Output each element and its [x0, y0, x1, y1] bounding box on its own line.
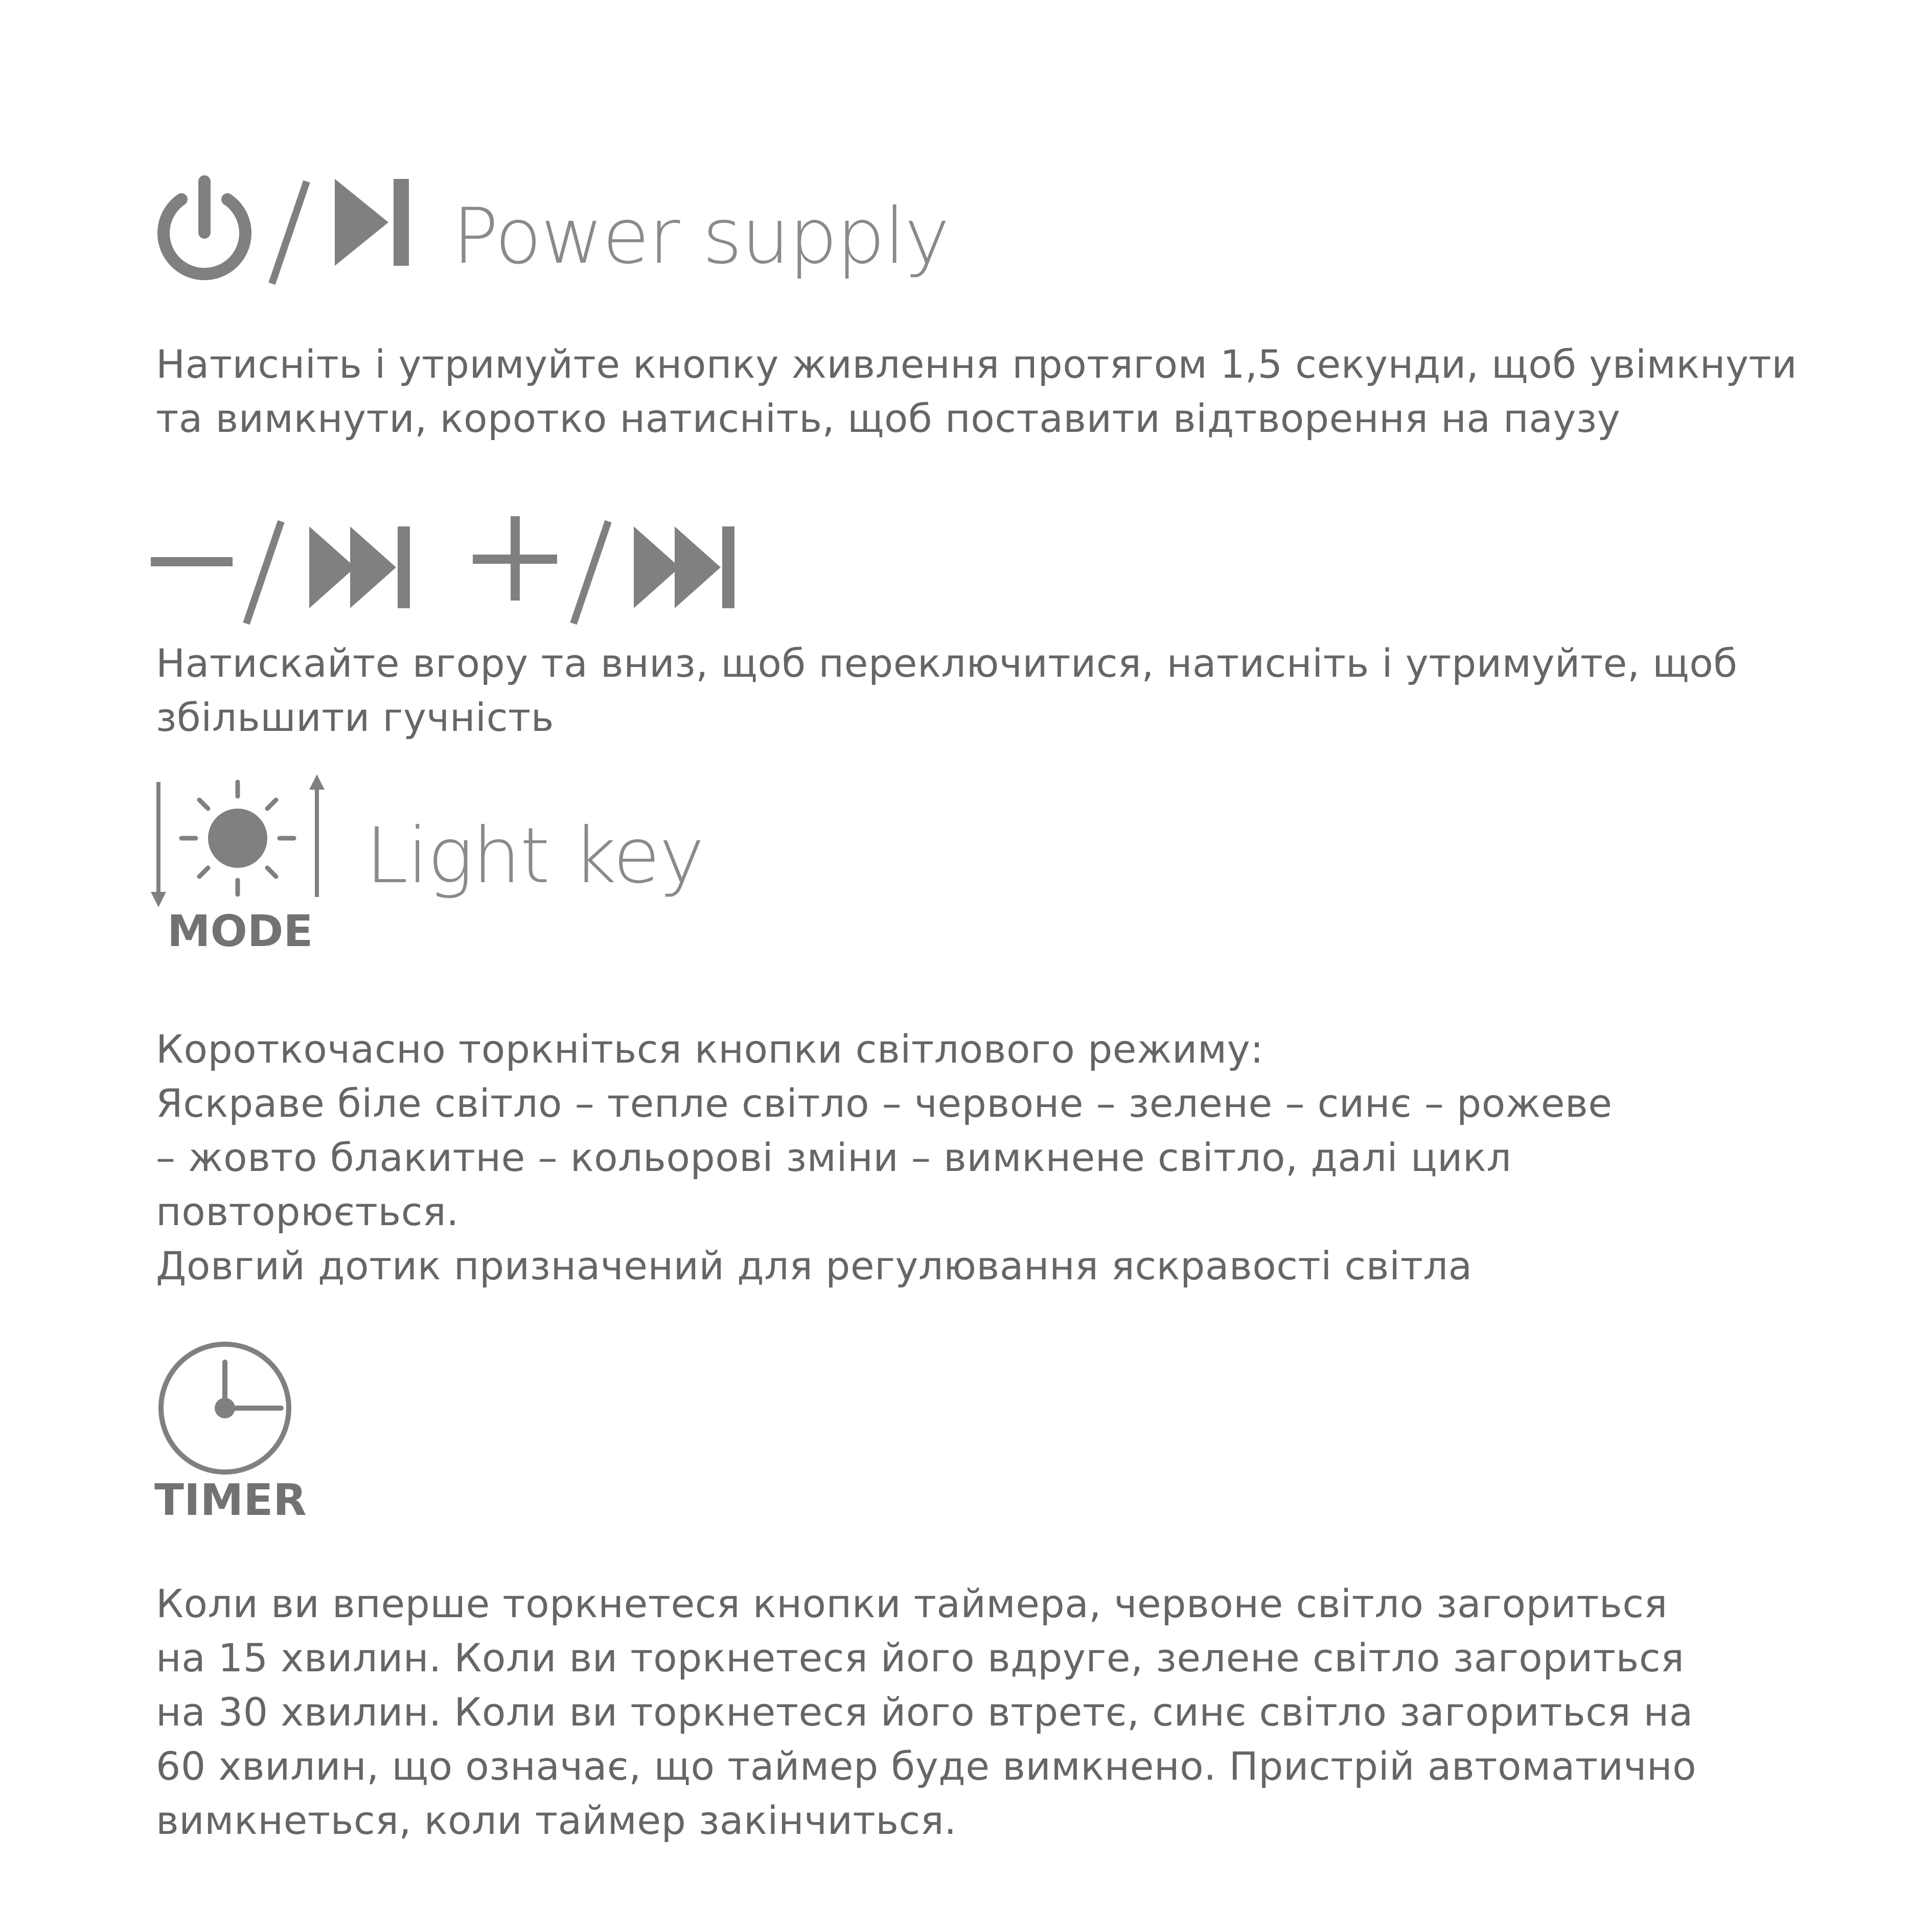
- power-description: [156, 337, 1797, 446]
- text-line: – жовто блакитне – кольорові зміни – вимкнене світло, далі цикл: [156, 1135, 1512, 1180]
- text-line: на 15 хвилин. Коли ви торкнетеся його вдруге, зелене світло загориться: [156, 1635, 1685, 1681]
- slash-icon: [240, 519, 286, 626]
- slash-icon: [266, 179, 312, 286]
- text-line: Натискайте вгору та вниз, щоб переключитися, натисніть і утримуйте, щоб: [156, 640, 1738, 686]
- slash-icon: [567, 519, 613, 626]
- text-line: Довгий дотик призначений для регулювання яскравості світла: [156, 1243, 1473, 1289]
- text-line: збільшити гучність: [156, 695, 554, 740]
- timer-caption: TIMER: [154, 1475, 307, 1526]
- timer-description: [156, 1577, 1696, 1848]
- power-icon: [151, 171, 258, 289]
- text-line: Коли ви вперше торкнетеся кнопки таймера, червоне світло загориться: [156, 1581, 1668, 1626]
- clock-icon: [156, 1339, 299, 1482]
- previous-track-icon: [307, 521, 419, 613]
- light-key-heading: Light key: [365, 812, 704, 901]
- text-line: 60 хвилин, що означає, що таймер буде вимкнено. Пристрій автоматично: [156, 1743, 1697, 1789]
- text-line: та вимкнути, коротко натисніть, щоб поставити відтворення на паузу: [156, 396, 1621, 441]
- text-line: Натисніть і утримуйте кнопку живлення протягом 1,5 секунди, щоб увімкнути: [156, 341, 1798, 387]
- light-description: [156, 1022, 1613, 1293]
- plus-icon: [473, 516, 560, 603]
- text-line: на 30 хвилин. Коли ви торкнетеся його втретє, синє світло загориться на: [156, 1689, 1693, 1735]
- power-supply-heading: Power supply: [452, 192, 949, 281]
- text-line: повторюється.: [156, 1189, 459, 1234]
- volume-description: [156, 636, 1738, 745]
- mode-caption: MODE: [167, 906, 313, 957]
- brightness-icon: [151, 772, 330, 910]
- minus-icon: [151, 555, 238, 570]
- text-line: Короткочасно торкніться кнопки світлового режиму:: [156, 1026, 1264, 1072]
- text-line: вимкнеться, коли таймер закінчиться.: [156, 1798, 957, 1843]
- play-pause-icon: [332, 176, 414, 268]
- text-line: Яскраве біле світло – тепле світло – червоне – зелене – синє – рожеве: [156, 1080, 1613, 1126]
- next-track-icon: [631, 521, 744, 613]
